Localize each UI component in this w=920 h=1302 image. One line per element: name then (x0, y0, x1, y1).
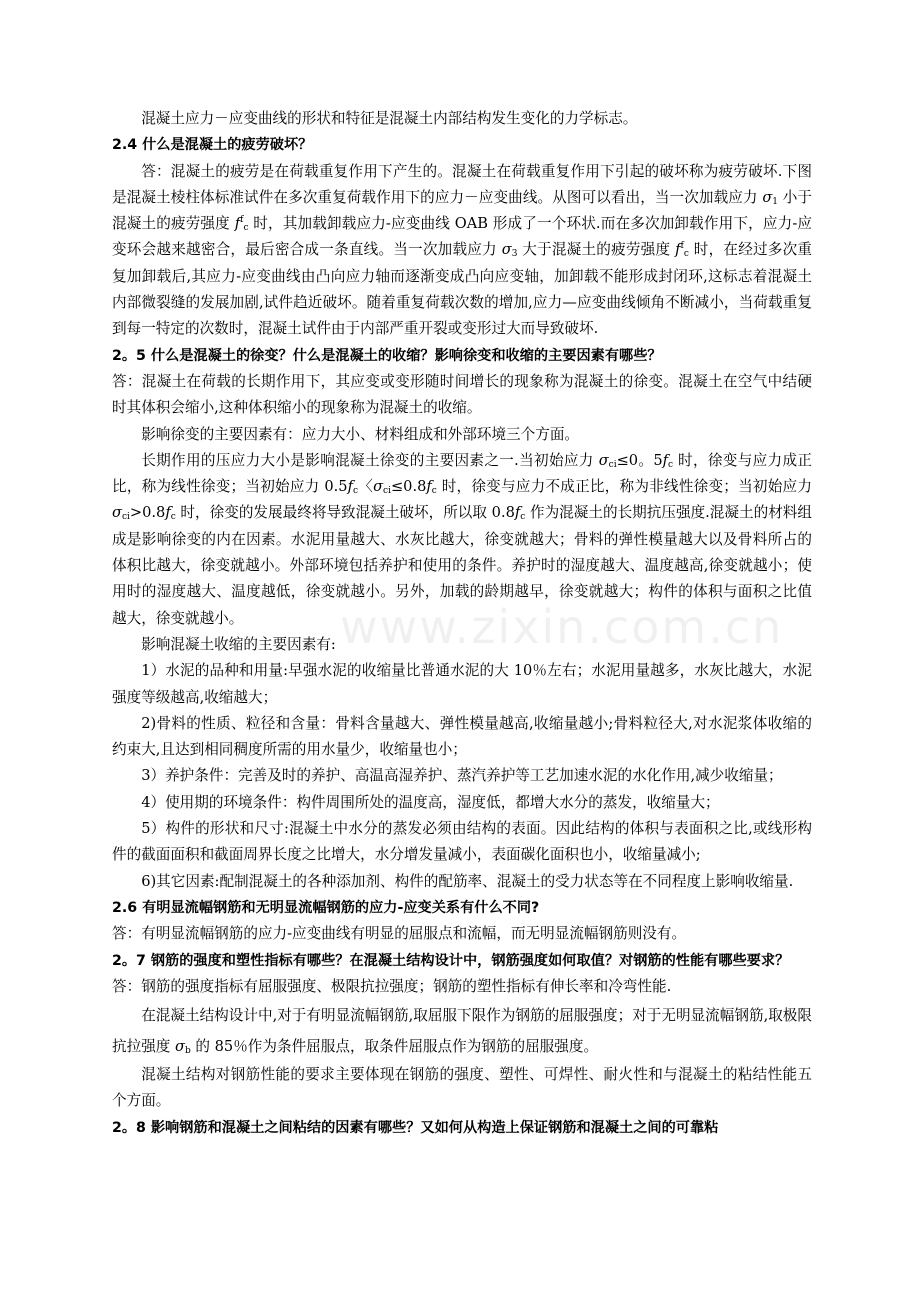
watermark: www.zixin.com.cn (340, 600, 784, 654)
answer-2-7: 答：钢筋的强度指标有屈服强度、极限抗拉强度；钢筋的塑性指标有伸长率和冷弯性能. (112, 977, 672, 995)
document-body (112, 106, 812, 1141)
section-heading-2-6: 2.6 有明显流幅钢筋和无明显流幅钢筋的应力-应变关系有什么不同? (112, 899, 540, 916)
section-heading-2-8: 2。8 影响钢筋和混凝土之间粘结的因素有哪些？又如何从构造上保证钢筋和混凝土之间的可靠粘 (112, 1119, 719, 1136)
list-item: 5）构件的形状和尺寸:混凝土中水分的蒸发必须由结构的表面。因此结构的体积与表面积之比,或线形构件的截面面积和截面周界长度之比增大，水分增发量减小，表面碳化面积也小，收缩量减小; (112, 820, 812, 864)
paragraph-steel-strength: 在混凝土结构设计中,对于有明显流幅钢筋,取屈服下限作为钢筋的屈服强度；对于无明显流幅钢筋,取极限抗拉强度 $\sigma_b$ 的 85％作为条件屈服点，取条件屈服点作为钢筋的屈服强度。 (112, 1007, 812, 1057)
list-item: 1）水泥的品种和用量:早强水泥的收缩量比普通水泥的大 10％左右；水泥用量越多，水灰比越大，水泥强度等级越高,收缩越大； (112, 662, 812, 706)
paragraph-creep-stress: 长期作用的压应力大小是影响混凝土徐变的主要因素之一.当初始应力 $\sigma_{ci}\le 0$。$5f_c$ 时，徐变与应力成正比，称为线性徐变；当初始应力 $0.5f_c$〈$\sigma_{ci}\le 0.8f_c$ 时，徐变与应力不成正比，称为非线性徐变；当初始应力 $\sigma_{ci}>0.8f_c$ 时，徐变的发展最终将导致混凝土破坏，所以取 $0.8f_c$ 作为混凝土的长期抗压强度.混凝土的材料组成是影响徐变的内在因素。水泥用量越大、水灰比越大，徐变就越大；骨料的弹性模量越大以及骨料所占的体积比越大，徐变就越小。外部环境包括养护和使用的条件。养护时的湿度越大、温度越高,徐变就越小；使用时的湿度越大、温度越低，徐变就越小。另外，加载的龄期越早，徐变就越大；构件的体积与面积之比值越大，徐变就越小。 (112, 451, 812, 627)
paragraph: 影响徐变的主要因素有：应力大小、材料组成和外部环境三个方面。 (141, 425, 580, 443)
answer-2-4: 答：混凝土的疲劳是在荷载重复作用下产生的。混凝土在荷载重复作用下引起的破坏称为疲劳破坏.下图是混凝土棱柱体标准试件在多次重复荷载作用下的应力－应变曲线。从图可以看出，当一次加载应力 $\sigma_1$ 小于混凝土的疲劳强度 $f^f_c$ 时，其加载卸载应力-应变曲线 OAB 形成了一个环状.而在多次加卸载作用下，应力-应变环会越来越密合，最后密合成一条直线。当一次加载应力 $\sigma_3$ 大于混凝土的疲劳强度 $f^f_c$ 时，在经过多次重复加卸载后,其应力-应变曲线由凸向应力轴而逐渐变成凸向应变轴，加卸载不能形成封闭环,这标志着混凝土内部微裂缝的发展加剧,试件趋近破坏。随着重复荷载次数的增加,应力—应变曲线倾角不断减小，当荷载重复到每一特定的次数时，混凝土试件由于内部严重开裂或变形过大而导致破坏. (112, 162, 812, 338)
list-item: 3）养护条件：完善及时的养护、高温高湿养护、蒸汽养护等工艺加速水泥的水化作用,减少收缩量； (141, 767, 783, 785)
answer-2-5: 答：混凝土在荷载的长期作用下，其应变或变形随时间增长的现象称为混凝土的徐变。混凝土在空气中结硬时其体积会缩小,这种体积缩小的现象称为混凝土的收缩。 (112, 372, 812, 417)
section-heading-2-5: 2。5 什么是混凝土的徐变？什么是混凝土的收缩？影响徐变和收缩的主要因素有哪些？ (112, 347, 662, 364)
paragraph: 混凝土结构对钢筋性能的要求主要体现在钢筋的强度、塑性、可焊性、耐火性和与混凝土的粘结性能五个方面。 (112, 1066, 812, 1110)
answer-2-6: 答：有明显流幅钢筋的应力-应变曲线有明显的屈服点和流幅，而无明显流幅钢筋则没有。 (112, 925, 687, 943)
paragraph: 影响混凝土收缩的主要因素有: (141, 635, 336, 653)
list-item: 6)其它因素:配制混凝土的各种添加剂、构件的配筋率、混凝土的受力状态等在不同程度上影响收缩量. (141, 872, 794, 890)
paragraph: 混凝土应力－应变曲线的形状和特征是混凝土内部结构发生变化的力学标志。 (141, 110, 638, 127)
list-item: 4）使用期的环境条件：构件周围所处的温度高，湿度低，都增大水分的蒸发，收缩量大； (141, 793, 720, 811)
section-heading-2-4: 2.4 什么是混凝土的疲劳破坏？ (112, 137, 313, 154)
list-item: 2)骨料的性质、粒径和含量：骨料含量越大、弹性模量越高,收缩量越小;骨料粒径大,对水泥浆体收缩的约束大,且达到相同稠度所需的用水量少，收缩量也小； (112, 714, 812, 759)
section-heading-2-7: 2。7 钢筋的强度和塑性指标有哪些？在混凝土结构设计中，钢筋强度如何取值？对钢筋的性能有哪些要求？ (112, 952, 790, 969)
